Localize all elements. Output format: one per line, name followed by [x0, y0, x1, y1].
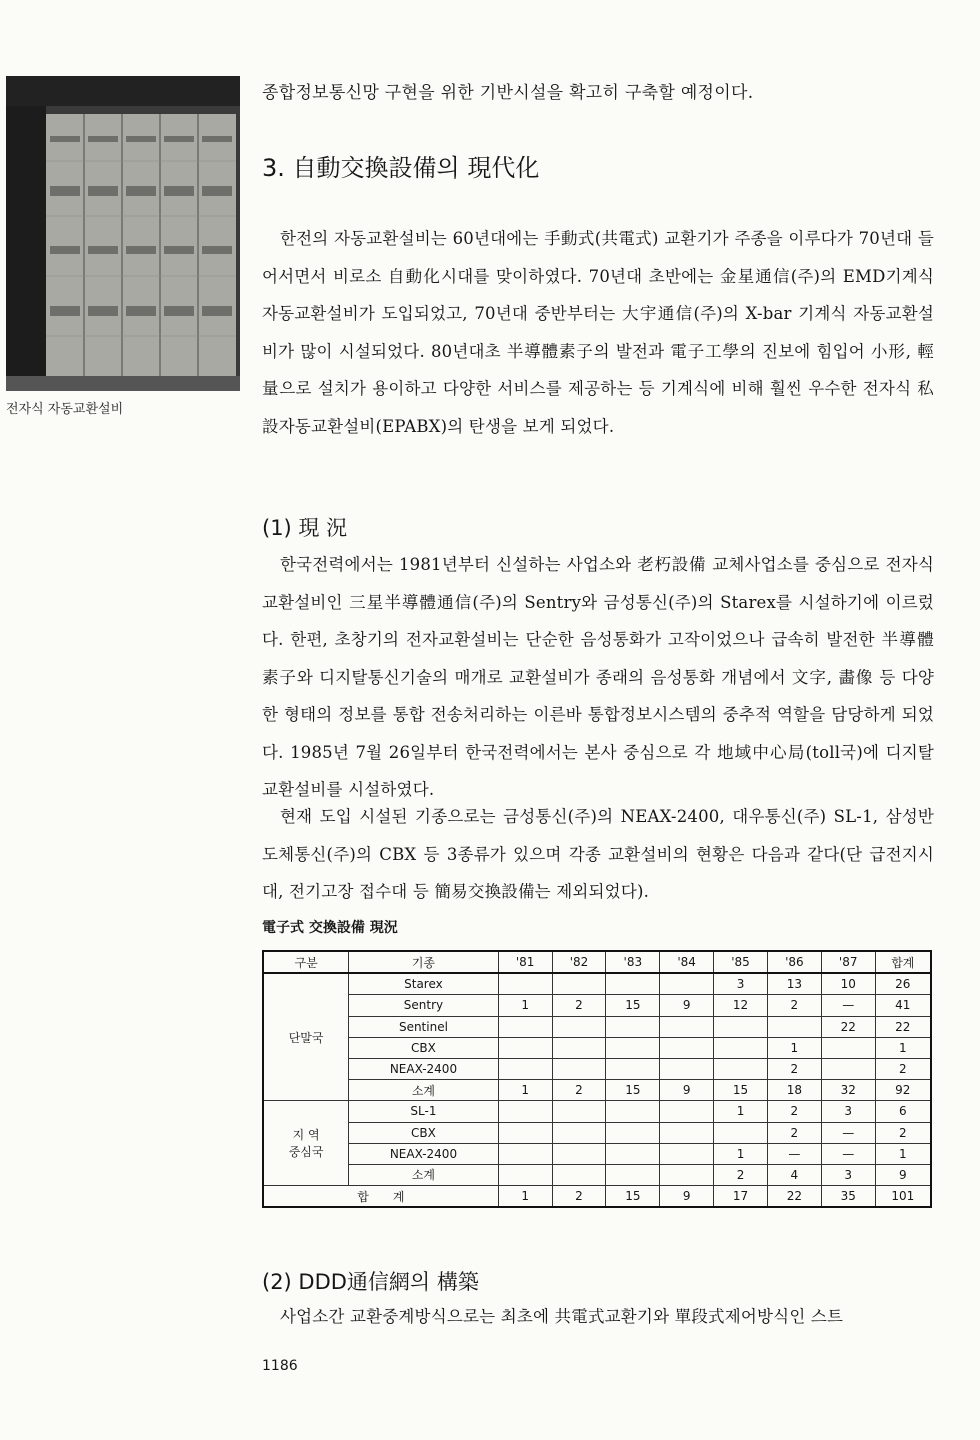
table-cell: 3: [714, 973, 768, 995]
table-cell: 101: [875, 1186, 931, 1208]
table-cell: [660, 1143, 714, 1164]
table-cell: [767, 1016, 821, 1037]
table-cell: NEAX-2400: [349, 1143, 499, 1164]
table-cell: [552, 1101, 606, 1122]
header-cell: 기종: [349, 951, 499, 973]
table-cell: 9: [660, 995, 714, 1016]
table-cell: [821, 1058, 875, 1079]
table-cell: [606, 1058, 660, 1079]
table-cell: 1: [498, 995, 552, 1016]
table-cell: 2: [714, 1164, 768, 1185]
group-label-line: 중심국: [288, 1145, 324, 1160]
total-label: 합 계: [263, 1186, 498, 1208]
header-cell: '84: [660, 951, 714, 973]
table-cell: 10: [821, 973, 875, 995]
table-cell: 1: [767, 1037, 821, 1058]
header-cell: 합계: [875, 951, 931, 973]
header-cell: '87: [821, 951, 875, 973]
intro-line: 종합정보통신망 구현을 위한 기반시설을 확고히 구축할 예정이다.: [262, 83, 754, 103]
table-cell: 2: [767, 1101, 821, 1122]
table-row-total: [263, 1186, 931, 1208]
table-cell: 1: [875, 1037, 931, 1058]
group-label-terminal: 단말국: [263, 973, 349, 1101]
photo-caption: 전자식 자동교환설비: [6, 402, 124, 417]
table-cell: 1: [875, 1143, 931, 1164]
header-cell: '82: [552, 951, 606, 973]
table-cell: [714, 1058, 768, 1079]
table-cell: [498, 1037, 552, 1058]
table-cell: 2: [767, 1058, 821, 1079]
table-cell: 2: [875, 1122, 931, 1143]
equipment-status-table: [262, 950, 932, 1208]
table-cell: 15: [714, 1080, 768, 1101]
table-cell: 소계: [349, 1164, 499, 1185]
table-row: [263, 1016, 931, 1037]
table-cell: SL-1: [349, 1101, 499, 1122]
table-cell: 3: [821, 1164, 875, 1185]
table-cell: 9: [660, 1186, 714, 1208]
table-cell: Starex: [349, 973, 499, 995]
table-cell: CBX: [349, 1037, 499, 1058]
table-cell: 13: [767, 973, 821, 995]
table-cell: 2: [875, 1058, 931, 1079]
header-cell: '81: [498, 951, 552, 973]
table-cell: 22: [821, 1016, 875, 1037]
table-row: [263, 1037, 931, 1058]
table-cell: 소계: [349, 1080, 499, 1101]
table-cell: 15: [606, 1080, 660, 1101]
table-row: [263, 1143, 931, 1164]
table-cell: CBX: [349, 1122, 499, 1143]
table-cell: —: [821, 995, 875, 1016]
table-cell: [660, 973, 714, 995]
table-cell: [660, 1164, 714, 1185]
table-cell: [606, 973, 660, 995]
table-cell: [498, 1101, 552, 1122]
section-title: 3. 自動交換設備의 現代化: [262, 154, 540, 182]
table-row: [263, 1058, 931, 1079]
table-cell: 1: [714, 1143, 768, 1164]
paragraph-current-status: 한국전력에서는 1981년부터 신설하는 사업소와 老朽設備 교체사업소를 중심으로 전자식 교환설비인 三星半導體通信(주)의 Sentry와 금성통신(주)의 Starex를 시설하기에 이르렀다. 한편, 초창기의 전자교환설비는 단순한 음성통화가 고작이었으나 급속히 발전한 半導體素子와 디지탈통신기술의 매개로 교환설비가 종래의 음성통화 개념에서 文字, 畵像 등 다양한 형태의 정보를 통합 전송처리하는 이른바 통합정보시스템의 중추적 역할을 담당하게 되었다. 1985년 7월 26일부터 한국전력에서는 본사 중심으로 각 地域中心局(toll국)에 디지탈 교환설비를 시설하였다.: [262, 555, 934, 799]
table-cell: [660, 1101, 714, 1122]
table-cell: [660, 1037, 714, 1058]
table-cell: 1: [714, 1101, 768, 1122]
table-header-row: [263, 951, 931, 973]
table-cell: [552, 1058, 606, 1079]
table-cell: [498, 1016, 552, 1037]
header-cell: '83: [606, 951, 660, 973]
table-cell: [606, 1122, 660, 1143]
table-cell: 1: [498, 1186, 552, 1208]
table-row-subtotal: [263, 1164, 931, 1185]
table-cell: [714, 1016, 768, 1037]
table-cell: —: [821, 1122, 875, 1143]
table-cell: Sentry: [349, 995, 499, 1016]
table-cell: 22: [767, 1186, 821, 1208]
table-cell: [552, 1164, 606, 1185]
table-cell: 35: [821, 1186, 875, 1208]
table-cell: 15: [606, 995, 660, 1016]
table-cell: 17: [714, 1186, 768, 1208]
group-label-line: 지 역: [292, 1128, 320, 1143]
table-cell: 2: [767, 995, 821, 1016]
table-cell: 12: [714, 995, 768, 1016]
table-cell: —: [767, 1143, 821, 1164]
table-cell: [714, 1122, 768, 1143]
table-row: [263, 1122, 931, 1143]
table-cell: 2: [552, 1186, 606, 1208]
table-cell: [606, 1164, 660, 1185]
table-cell: 2: [767, 1122, 821, 1143]
subsection-title-ddd-network: (2) DDD通信網의 構築: [262, 1270, 479, 1294]
table-cell: 9: [660, 1080, 714, 1101]
table-cell: [552, 1037, 606, 1058]
table-cell: 18: [767, 1080, 821, 1101]
page-number: 1186: [262, 1358, 298, 1374]
table-cell: 22: [875, 1016, 931, 1037]
table-cell: 3: [821, 1101, 875, 1122]
table-cell: [552, 1016, 606, 1037]
table-row: [263, 995, 931, 1016]
table-cell: [498, 1058, 552, 1079]
table-cell: [606, 1037, 660, 1058]
table-cell: [714, 1037, 768, 1058]
table-cell: 15: [606, 1186, 660, 1208]
table-cell: 32: [821, 1080, 875, 1101]
header-cell: '85: [714, 951, 768, 973]
table-cell: Sentinel: [349, 1016, 499, 1037]
table-cell: 41: [875, 995, 931, 1016]
table-cell: 2: [552, 995, 606, 1016]
table-cell: [552, 1143, 606, 1164]
table-cell: [606, 1101, 660, 1122]
table-cell: 26: [875, 973, 931, 995]
table-cell: 1: [498, 1080, 552, 1101]
table-cell: [552, 1122, 606, 1143]
table-cell: [498, 1122, 552, 1143]
table-cell: [498, 1164, 552, 1185]
paragraph-ddd-network: 사업소간 교환중계방식으로는 최초에 共電式교환기와 單段式제어방식인 스트: [280, 1307, 844, 1326]
table-cell: [660, 1122, 714, 1143]
table-cell: [821, 1037, 875, 1058]
header-cell: '86: [767, 951, 821, 973]
group-label-regional: [263, 1101, 349, 1186]
table-cell: 9: [875, 1164, 931, 1185]
paragraph-installed-models: 현재 도입 시설된 기종으로는 금성통신(주)의 NEAX-2400, 대우통신(주) SL-1, 삼성반도체통신(주)의 CBX 등 3종류가 있으며 각종 교환설비의 현황은 다음과 같다(단 급전지시대, 전기고장 접수대 등 簡易交換設備는 제외되었다).: [262, 807, 934, 901]
table-cell: 4: [767, 1164, 821, 1185]
table-cell: —: [821, 1143, 875, 1164]
subsection-title-current-status: (1) 現 況: [262, 516, 348, 540]
table-cell: [606, 1143, 660, 1164]
table-cell: [498, 973, 552, 995]
table-title: 電子式 交換設備 現況: [262, 920, 398, 936]
table-row: [263, 1101, 931, 1122]
table-cell: 6: [875, 1101, 931, 1122]
table-cell: [552, 973, 606, 995]
paragraph-history: 한전의 자동교환설비는 60년대에는 手動式(共電式) 교환기가 주종을 이루다가 70년대 들어서면서 비로소 自動化시대를 맞이하였다. 70년대 초반에는 金星通信(주)의 EMD기계식 자동교환설비가 도입되었고, 70년대 중반부터는 大宇通信(주)의 X-bar 기계식 자동교환설비가 많이 시설되었다. 80년대초 半導體素子의 발전과 電子工學의 진보에 힘입어 小形, 輕量으로 설치가 용이하고 다양한 서비스를 제공하는 등 기계식에 비해 훨씬 우수한 전자식 私設자동교환설비(EPABX)의 탄생을 보게 되었다.: [262, 229, 934, 436]
table-cell: NEAX-2400: [349, 1058, 499, 1079]
table-cell: 2: [552, 1080, 606, 1101]
table-row: [263, 973, 931, 995]
table-cell: [660, 1058, 714, 1079]
table-cell: 92: [875, 1080, 931, 1101]
table-row-subtotal: [263, 1080, 931, 1101]
header-cell: 구분: [263, 951, 349, 973]
table-cell: [606, 1016, 660, 1037]
table-cell: [660, 1016, 714, 1037]
switching-equipment-photo: [6, 76, 240, 391]
table-cell: [498, 1143, 552, 1164]
